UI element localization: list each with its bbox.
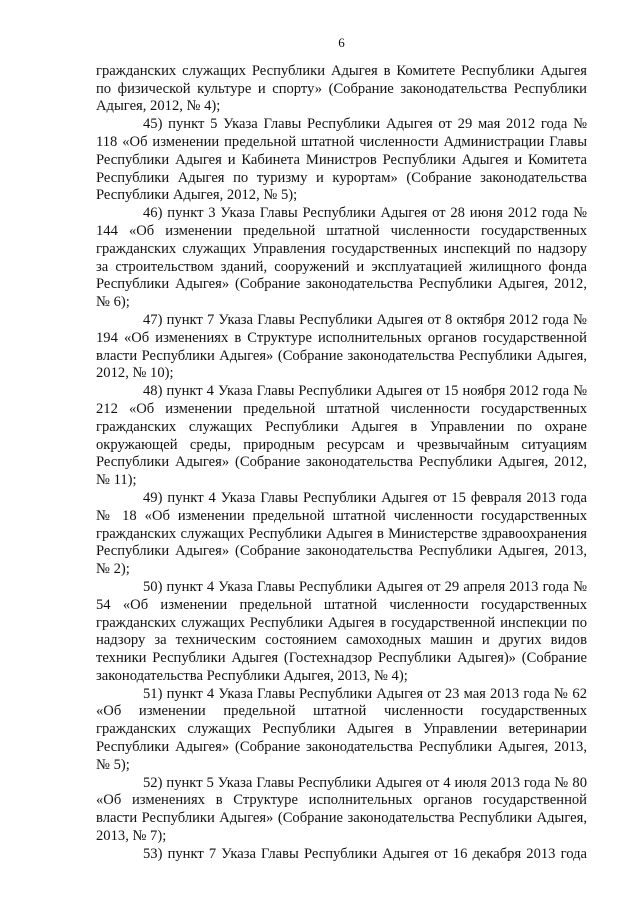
list-item: 50) пункт 4 Указа Главы Республики Адыгея от 29 апреля 2013 года № 54 «Об изменении предельной штатной численности государственных гражданских служащих Республики Адыгея в государственной инспекции по надзору за техническим состоянием самоходных машин и других видов техники Республики Адыгея (Гостехнадзор Республики Адыгея)» (Собрание законодательства Республики Адыгея, 2013, № 4); xyxy=(96,578,587,684)
list-item: 46) пункт 3 Указа Главы Республики Адыгея от 28 июня 2012 года № 144 «Об изменении предельной штатной численности государственных гражданских служащих Управления государственных инспекций по надзору за строительством зданий, сооружений и эксплуатацией жилищного фонда Республики Адыгея» (Собрание законодательства Республики Адыгея, 2012, № 6); xyxy=(96,205,587,311)
page-number: 6 xyxy=(338,35,345,50)
list-item: 45) пункт 5 Указа Главы Республики Адыгея от 29 мая 2012 года № 118 «Об изменении предельной штатной численности Администрации Главы Республики Адыгея и Кабинета Министров Республики Адыгея и Комитета Республики Адыгея по туризму и курортам» (Собрание законодательства Республики Адыгея, 2012, № 5); xyxy=(96,116,587,204)
list-item: 48) пункт 4 Указа Главы Республики Адыгея от 15 ноября 2012 года № 212 «Об изменении предельной штатной численности государственных гражданских служащих Республики Адыгея в Управлении по охране окружающей среды, природным ресурсам и чрезвычайным ситуациям Республики Адыгея» (Собрание законодательства Республики Адыгея, 2012, № 11); xyxy=(96,383,587,489)
list-item: 49) пункт 4 Указа Главы Республики Адыгея от 15 февраля 2013 года № 18 «Об изменении предельной штатной численности государственных гражданских служащих Республики Адыгея в Министерстве здравоохранения Республики Адыгея» (Собрание законодательства Республики Адыгея, 2013, № 2); xyxy=(96,489,587,578)
list-item: 52) пункт 5 Указа Главы Республики Адыгея от 4 июля 2013 года № 80 «Об изменениях в Структуре исполнительных органов государственной власти Республики Адыгея» (Собрание законодательства Республики Адыгея, 2013, № 7); xyxy=(96,774,587,845)
list-item: гражданских служащих Республики Адыгея в Комитете Республики Адыгея по физической культуре и спорту» (Собрание законодательства Республики Адыгея, 2012, № 4); xyxy=(96,62,587,115)
list-item: 47) пункт 7 Указа Главы Республики Адыгея от 8 октября 2012 года № 194 «Об изменениях в Структуре исполнительных органов государственной власти Республики Адыгея» (Собрание законодательства Республики Адыгея, 2012, № 10); xyxy=(96,311,587,382)
list-item: 53) пункт 7 Указа Главы Республики Адыгея от 16 декабря 2013 года xyxy=(143,845,587,862)
document-page xyxy=(96,34,587,864)
paragraph-list xyxy=(96,63,587,864)
list-item: 51) пункт 4 Указа Главы Республики Адыгея от 23 мая 2013 года № 62 «Об изменении предельной штатной численности государственных гражданских служащих Республики Адыгея в Управлении ветеринарии Республики Адыгея» (Собрание законодательства Республики Адыгея, 2013, № 5); xyxy=(96,685,587,773)
